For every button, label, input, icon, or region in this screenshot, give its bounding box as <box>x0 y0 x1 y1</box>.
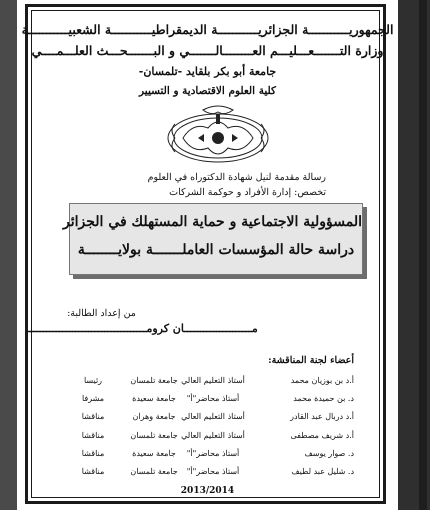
academic-year: 2013/2014 <box>180 486 235 496</box>
university-name: جامعة أبو بكر بلقايد -تلمسان- <box>138 65 277 78</box>
member-role: رئيسا <box>83 376 103 385</box>
member-rank: أستاذ التعليم العالي <box>181 376 245 385</box>
member-role: مناقشا <box>81 431 105 440</box>
prepared-by-label: من إعداد الطالبة: <box>67 308 136 319</box>
member-role: مناقشا <box>81 412 105 421</box>
faculty-name: كلية العلوم الاقتصادية و التسيير <box>139 85 276 97</box>
university-emblem-icon <box>163 104 273 166</box>
republic-name: الجمهوريـــــــــــة الجزائريـــــــــــة الديمقراطيـــــــــــة الشعبيـــــــــــة <box>21 22 394 37</box>
ministry-name: وزارة التـــــــعـــليـــم العــــــــالـــــــي و البـــــــحـــث العلـــمــــي <box>31 43 384 58</box>
committee-heading: أعضاء لجنة المناقشة: <box>268 355 354 366</box>
thesis-type: رسالة مقدمة لنيل شهادة الدكتوراه في العلوم <box>147 172 326 183</box>
member-university: جامعة تلمسان <box>130 431 178 440</box>
member-university: جامعة تلمسان <box>130 467 178 476</box>
viewer-scrollbar[interactable] <box>398 0 430 510</box>
member-name: أ.د بن بوزيان محمد <box>290 376 354 385</box>
member-name: أ.د دربال عبد القادر <box>290 412 354 421</box>
member-name: د. شليل عبد لطيف <box>291 467 354 476</box>
scrollbar-thumb[interactable] <box>419 0 427 510</box>
document-page <box>17 0 398 510</box>
thesis-title-line-2: دراسة حالة المؤسسات العاملـــــــة بولايــــــــة <box>77 242 355 258</box>
member-rank: أستاذ محاضر"أ" <box>186 449 240 458</box>
member-university: جامعة سعيدة <box>132 394 176 403</box>
member-rank: أستاذ التعليم العالي <box>181 431 245 440</box>
thesis-title-box <box>63 203 363 275</box>
thesis-title-line-1: المسؤولية الاجتماعية و حماية المستهلك في الجزائر <box>63 214 362 230</box>
member-role: مشرفا <box>81 394 105 403</box>
member-rank: أستاذ التعليم العالي <box>181 412 245 421</box>
member-university: جامعة تلمسان <box>130 376 178 385</box>
member-university: جامعة سعيدة <box>132 449 176 458</box>
member-university: جامعة وهران <box>132 412 176 421</box>
member-role: مناقشا <box>81 449 105 458</box>
member-name: د. بن حميدة محمد <box>293 394 354 403</box>
member-name: د. صوار يوسف <box>304 449 354 458</box>
member-role: مناقشا <box>81 467 105 476</box>
student-name: مـــــــــــــــــــــان كرومـــــــــــــــــــــــــــــــــــــ <box>27 322 258 335</box>
member-rank: أستاذ محاضر"أ" <box>186 467 240 476</box>
thesis-specialty: تخصص: إدارة الأفراد و حوكمة الشركات <box>169 187 326 198</box>
member-name: أ.د شريف مصطفى <box>290 431 354 440</box>
member-rank: أستاذ محاضر"أ" <box>186 394 240 403</box>
viewer-left-panel <box>0 0 17 510</box>
